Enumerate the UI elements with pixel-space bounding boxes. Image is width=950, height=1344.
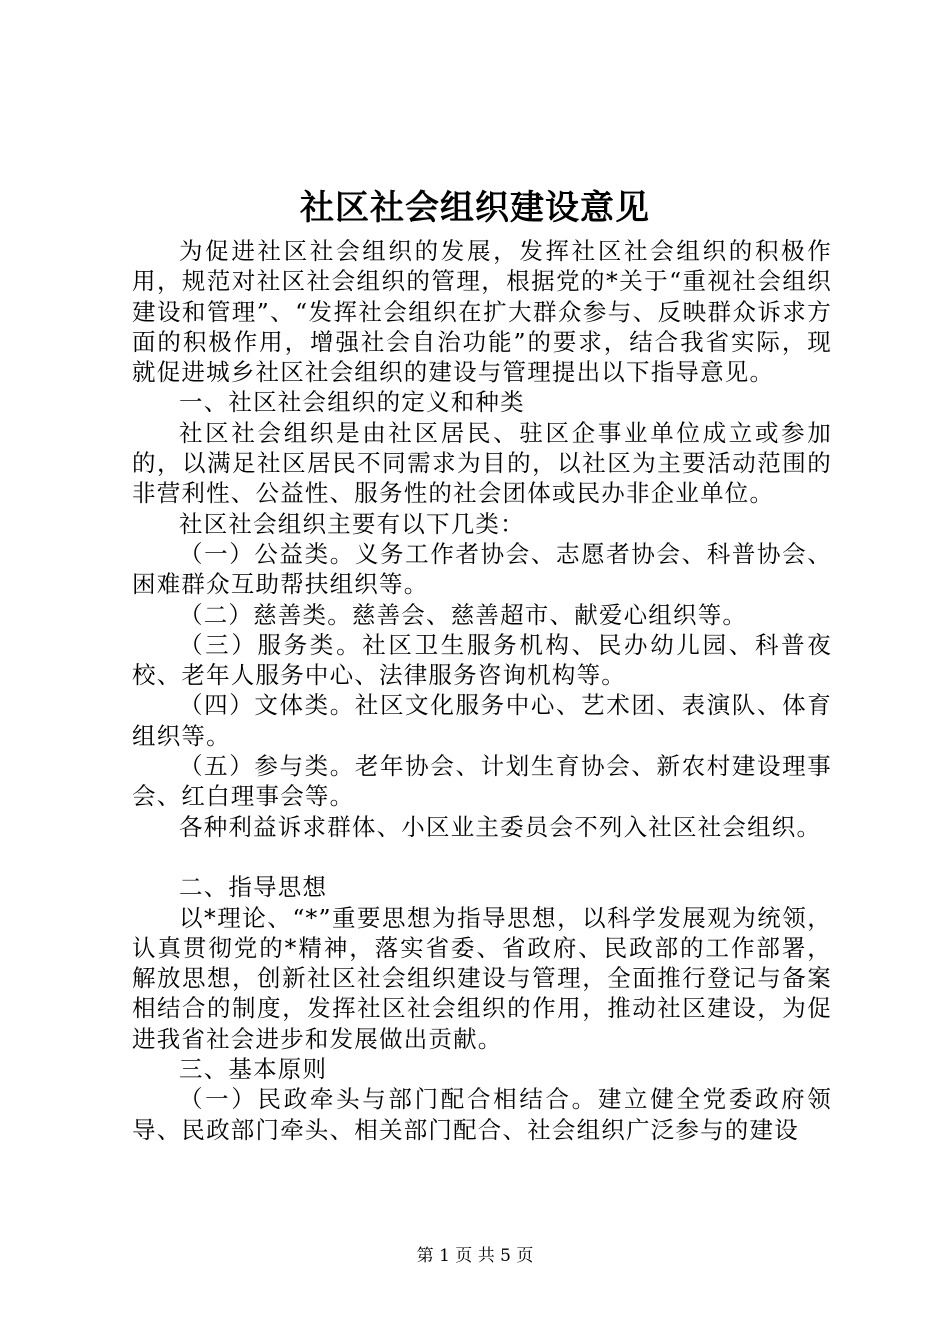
section-heading-3: 三、基本原则 <box>179 1055 328 1084</box>
paragraph-category-2: （二）慈善类。慈善会、慈善超市、献爱心组织等。 <box>179 600 748 629</box>
paragraph-definition: 社区社会组织是由社区居民、驻区企事业单位成立或参加的，以满足社区居民不同需求为目的，以社区为主要活动范围的非营利性、公益性、服务性的社会团体或民办非企业单位。 <box>132 418 832 508</box>
paragraph-intro: 为促进社区社会组织的发展，发挥社区社会组织的积极作用，规范对社区社会组织的管理，根据党的*关于“重视社会组织建设和管理”、“发挥社会组织在扩大群众参与、反映群众诉求方面的积极作用，增强社会自治功能”的要求，结合我省实际，现就促进城乡社区社会组织的建设与管理提出以下指导意见。 <box>132 237 832 387</box>
document-title: 社区社会组织建设意见 <box>300 188 650 228</box>
section-heading-2: 二、指导思想 <box>179 873 328 902</box>
blank-line <box>132 842 832 872</box>
section-heading-1: 一、社区社会组织的定义和种类 <box>179 388 525 417</box>
paragraph-category-1: （一）公益类。义务工作者协会、志愿者协会、科普协会、困难群众互助帮扶组织等。 <box>132 539 832 599</box>
paragraph-category-5: （五）参与类。老年协会、计划生育协会、新农村建设理事会、红白理事会等。 <box>132 752 832 811</box>
paragraph-categories-intro: 社区社会组织主要有以下几类： <box>179 509 525 538</box>
paragraph-category-4: （四）文体类。社区文化服务中心、艺术团、表演队、体育组织等。 <box>132 691 832 750</box>
document-body <box>132 236 832 1145</box>
paragraph-category-3: （三）服务类。社区卫生服务机构、民办幼儿园、科普夜校、老年人服务中心、法律服务咨询机构等。 <box>132 630 832 690</box>
paragraph-exclusion: 各种利益诉求群体、小区业主委员会不列入社区社会组织。 <box>179 812 822 841</box>
paragraph-guiding-thought: 以*理论、“*”重要思想为指导思想，以科学发展观为统领，认真贯彻党的*精神，落实省委、省政府、民政部的工作部署，解放思想，创新社区社会组织建设与管理，全面推行登记与备案相结合的制度，发挥社区社会组织的作用，推动社区建设，为促进我省社会进步和发展做出贡献。 <box>132 903 832 1053</box>
paragraph-principle-1: （一）民政牵头与部门配合相结合。建立健全党委政府领导、民政部门牵头、相关部门配合、社会组织广泛参与的建设 <box>132 1085 832 1144</box>
page-number: 第 1 页 共 5 页 <box>416 1246 534 1266</box>
